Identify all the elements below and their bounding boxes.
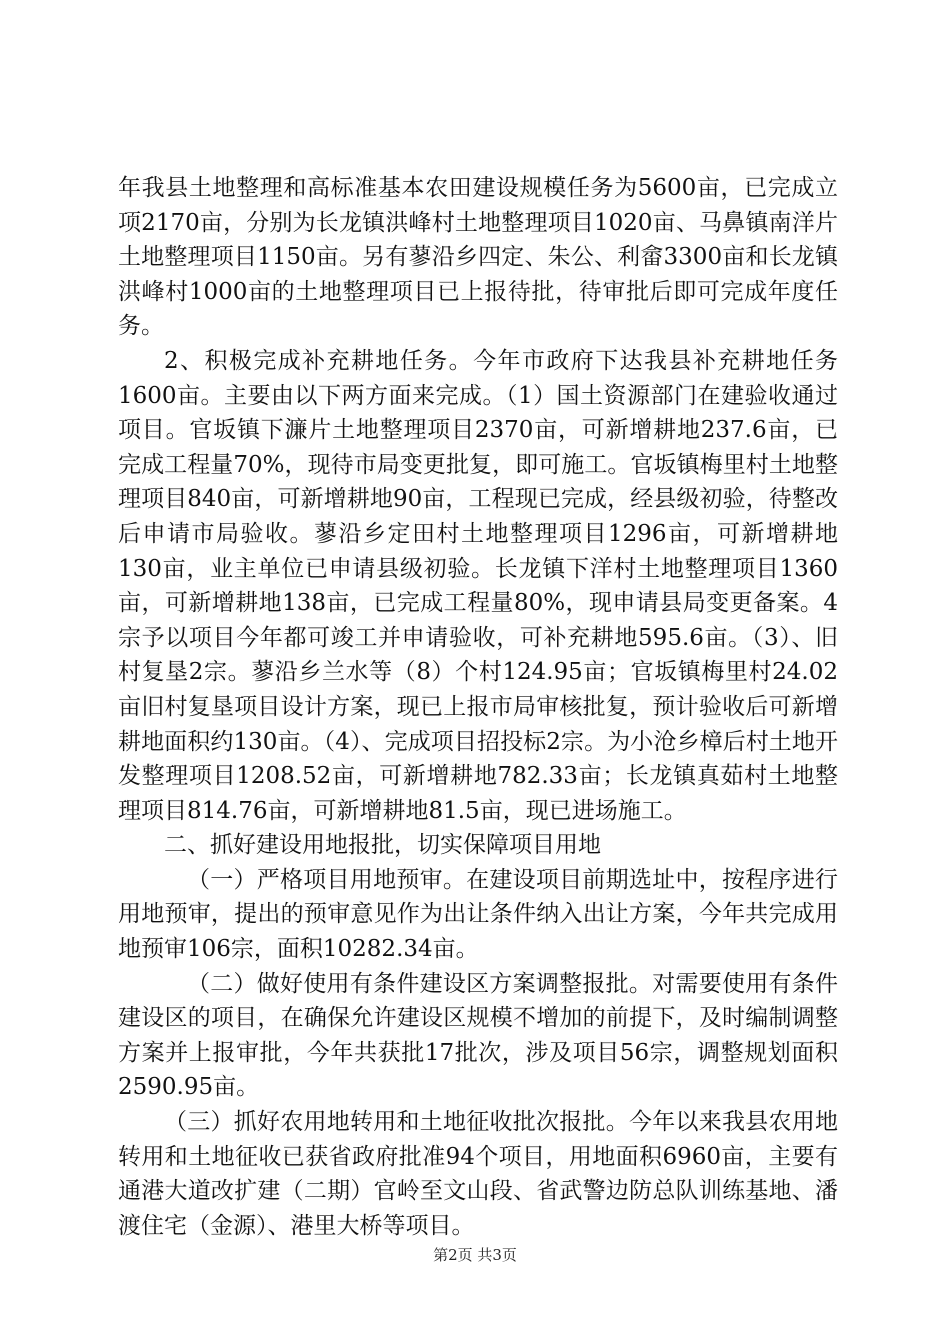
paragraph-conditional-zone-adjustment: （二）做好使用有条件建设区方案调整报批。对需要使用有条件建设区的项目，在确保允许建设区规模不增加的前提下，及时编制调整方案并上报审批，今年共获批17批次，涉及项目56宗，调整规划面积2590.95亩。 xyxy=(118,970,838,1101)
paragraph-farmland-conversion: （三）抓好农用地转用和土地征收批次报批。今年以来我县农用地转用和土地征收已获省政府批准94个项目，用地面积6960亩，主要有通港大道改扩建（二期）官岭至文山段、省武警边防总队训练基地、潘渡住宅（金源）、港里大桥等项目。 xyxy=(118,1109,838,1239)
section-heading-construction-land: 二、抓好建设用地报批，切实保障项目用地 xyxy=(164,832,601,859)
page-footer: 第2页 共3页 xyxy=(433,1246,517,1264)
document-body xyxy=(118,171,838,1243)
paragraph-land-consolidation: 年我县土地整理和高标准基本农田建设规模任务为5600亩，已完成立项2170亩，分别为长龙镇洪峰村土地整理项目1020亩、马鼻镇南洋片土地整理项目1150亩。另有蓼沿乡四定、朱公、利畲3300亩和长龙镇洪峰村1000亩的土地整理项目已上报待批，待审批后即可完成年度任务。 xyxy=(118,175,838,340)
paragraph-land-pre-review: （一）严格项目用地预审。在建设项目前期选址中，按程序进行用地预审，提出的预审意见作为出让条件纳入出让方案，今年共完成用地预审106宗，面积10282.34亩。 xyxy=(118,866,838,963)
paragraph-supplementary-farmland: 2、积极完成补充耕地任务。今年市政府下达我县补充耕地任务1600亩。主要由以下两方面来完成。（1）国土资源部门在建验收通过项目。官坂镇下濂片土地整理项目2370亩，可新增耕地237.6亩，已完成工程量70%，现待市局变更批复，即可施工。官坂镇梅里村土地整理项目840亩，可新增耕地90亩，工程现已完成，经县级初验，待整改后申请市局验收。蓼沿乡定田村土地整理项目1296亩，可新增耕地130亩，业主单位已申请县级初验。长龙镇下洋村土地整理项目1360亩，可新增耕地138亩，已完成工程量80%，现申请县局变更备案。4宗予以项目今年都可竣工并申请验收，可补充耕地595.6亩。（3）、旧村复垦2宗。蓼沿乡兰水等（8）个村124.95亩；官坂镇梅里村24.02亩旧村复垦项目设计方案，现已上报市局审核批复，预计验收后可新增耕地面积约130亩。（4）、完成项目招投标2宗。为小沧乡樟后村土地开发整理项目1208.52亩，可新增耕地782.33亩；长龙镇真茹村土地整理项目814.76亩，可新增耕地81.5亩，现已进场施工。 xyxy=(118,347,838,824)
